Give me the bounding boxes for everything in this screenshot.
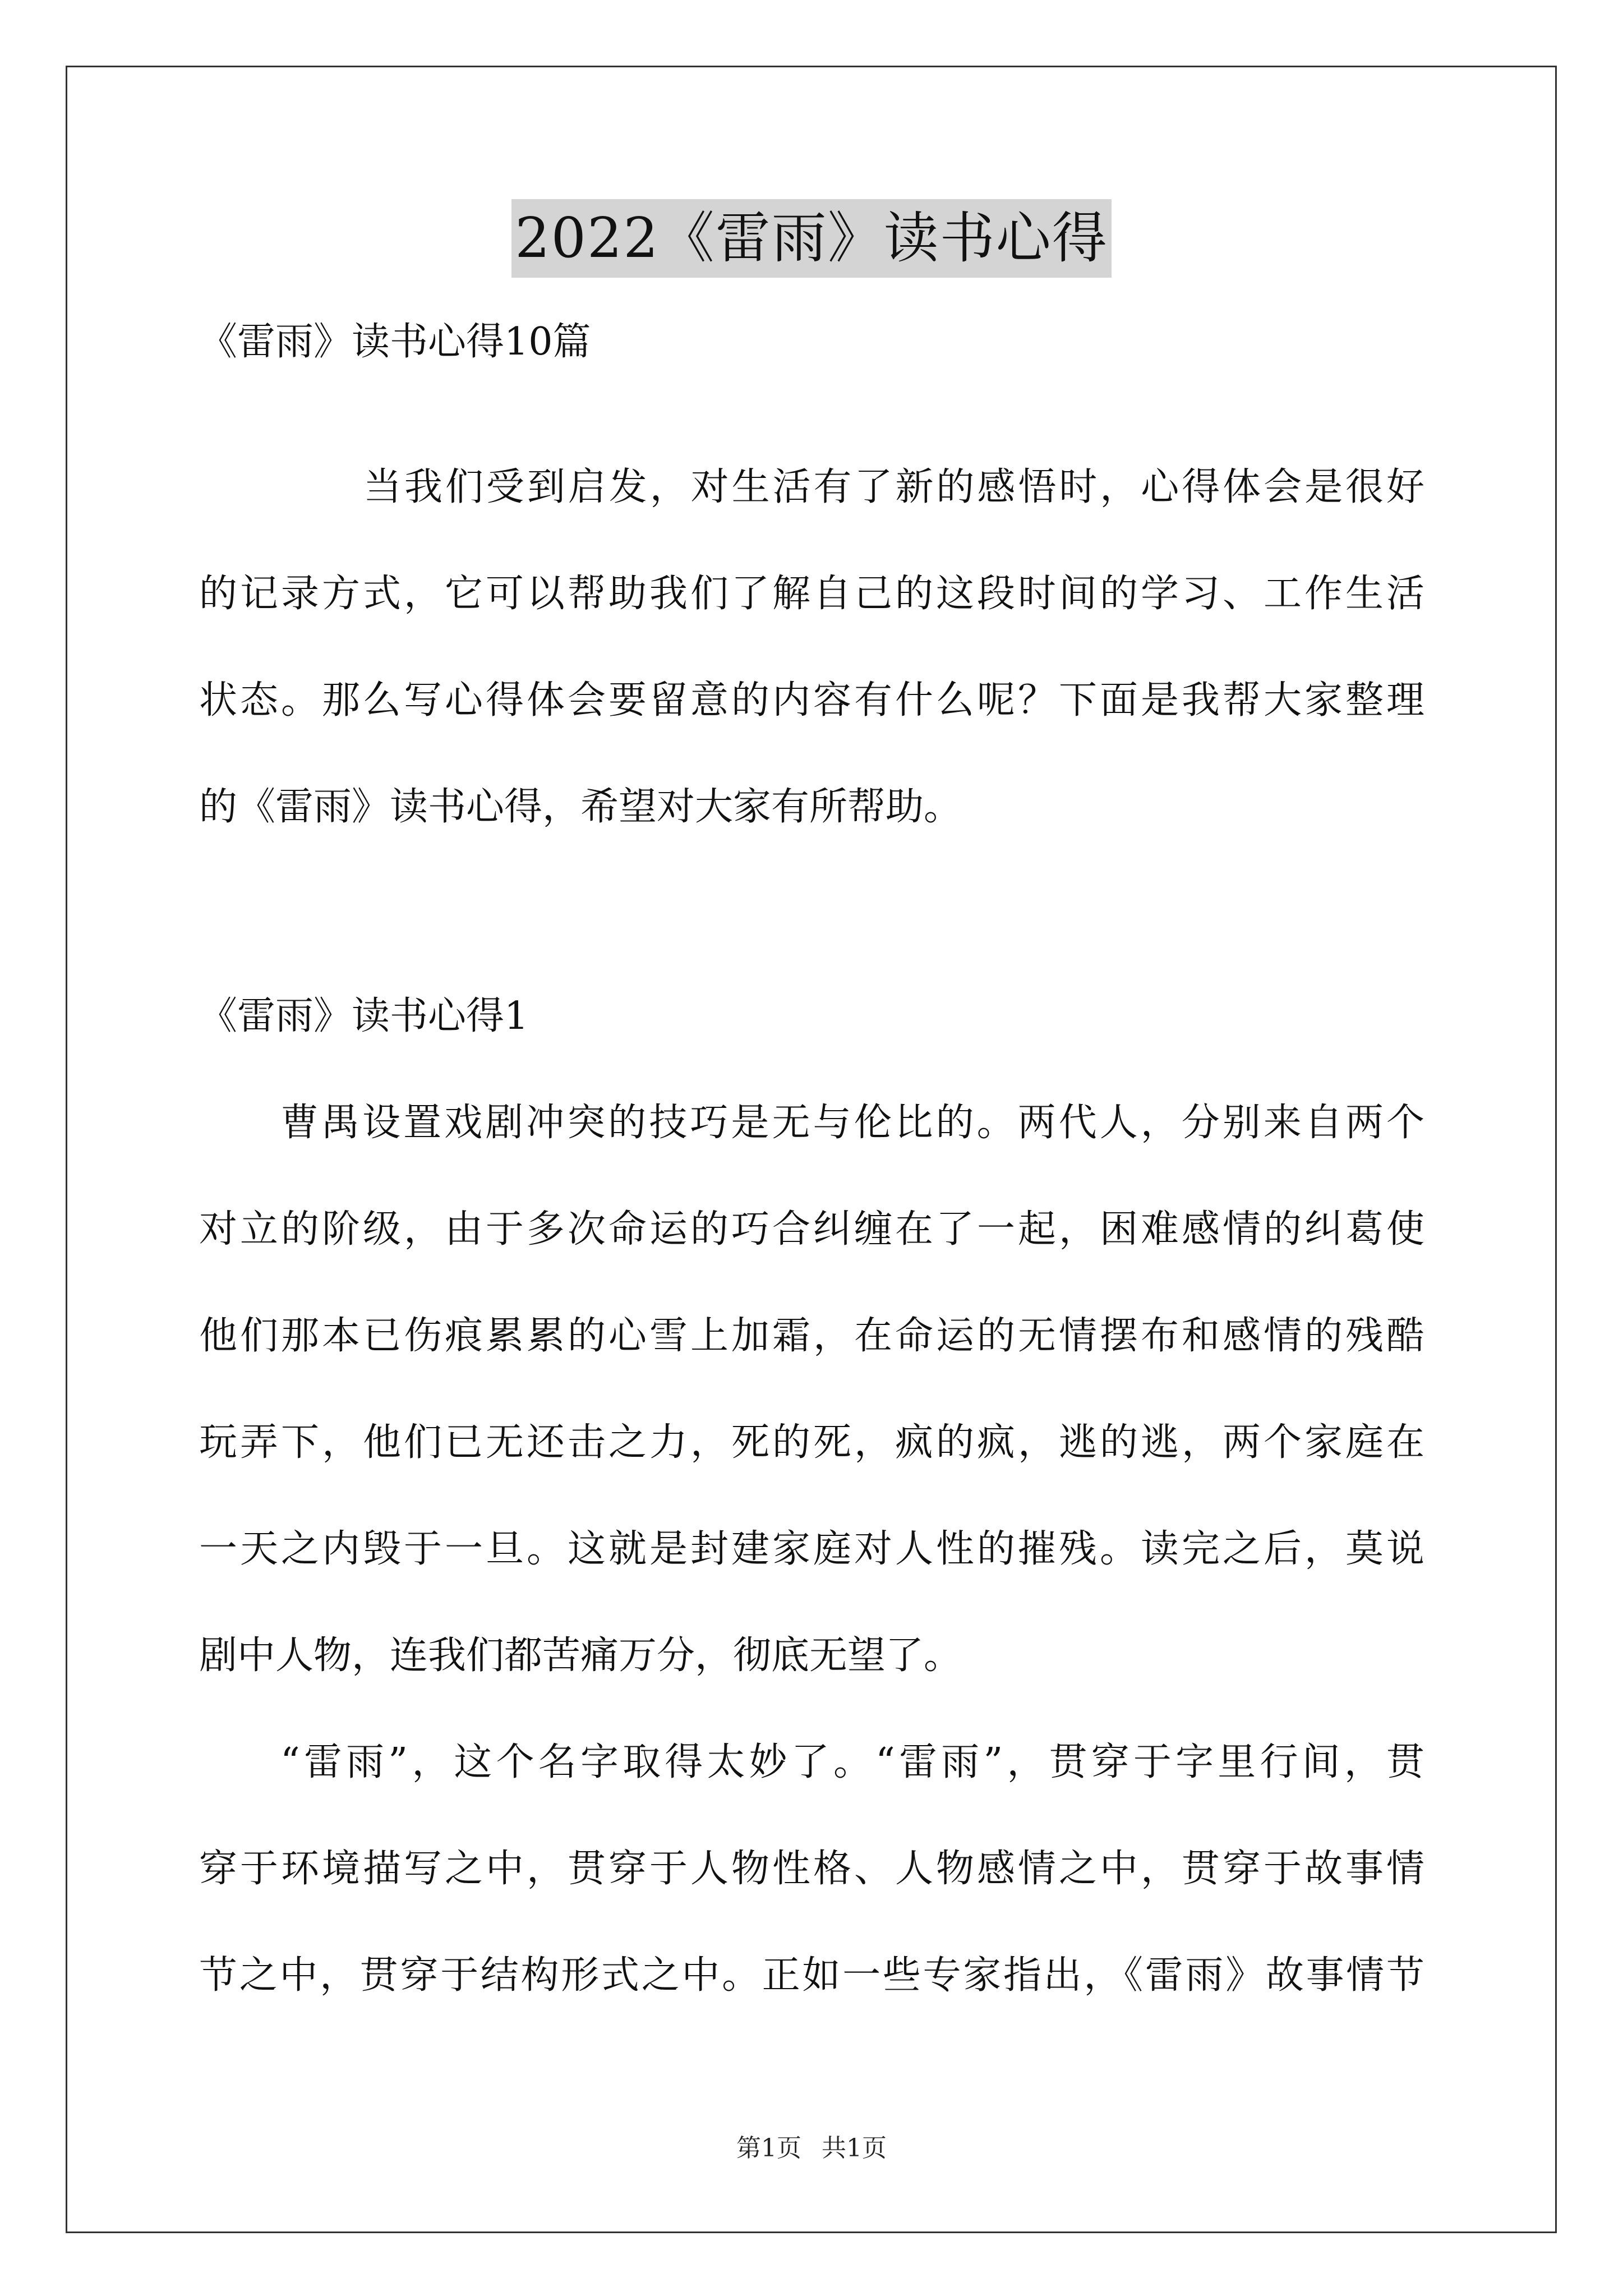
paragraph1-line-2: 对立的阶级，由于多次命运的巧合纠缠在了一起，困难感情的纠葛使: [199, 1207, 1424, 1251]
page-number: 第1页: [736, 2134, 801, 2162]
paragraph1-line-1: 曹禺设置戏剧冲突的技巧是无与伦比的。两代人，分别来自两个: [280, 1101, 1424, 1145]
page-footer: [0, 2132, 1623, 2165]
title-container: [0, 199, 1623, 278]
paragraph2-line-2: 穿于环境描写之中，贯穿于人物性格、人物感情之中，贯穿于故事情: [199, 1847, 1424, 1891]
page-total: 共1页: [822, 2134, 887, 2162]
document-title: 2022《雷雨》读书心得: [511, 199, 1111, 278]
intro-line-1: 当我们受到启发，对生活有了新的感悟时，心得体会是很好: [363, 465, 1424, 509]
paragraph1-line-3: 他们那本已伤痕累累的心雪上加霜，在命运的无情摆布和感情的残酷: [199, 1314, 1424, 1358]
paragraph2-line-1: “雷雨”，这个名字取得太妙了。“雷雨”，贯穿于字里行间，贯: [280, 1740, 1424, 1784]
document-subtitle: 《雷雨》读书心得10篇: [199, 320, 591, 364]
section-heading: 《雷雨》读书心得1: [199, 994, 529, 1038]
intro-line-4: 的《雷雨》读书心得，希望对大家有所帮助。: [199, 785, 962, 829]
intro-line-2: 的记录方式，它可以帮助我们了解自己的这段时间的学习、工作生活: [199, 572, 1424, 616]
paragraph2-line-3: 节之中，贯穿于结构形式之中。正如一些专家指出，《雷雨》故事情节: [199, 1953, 1424, 1998]
intro-line-3: 状态。那么写心得体会要留意的内容有什么呢？下面是我帮大家整理: [199, 678, 1424, 723]
paragraph1-line-6: 剧中人物，连我们都苦痛万分，彻底无望了。: [199, 1634, 962, 1678]
paragraph1-line-4: 玩弄下，他们已无还击之力，死的死，疯的疯，逃的逃，两个家庭在: [199, 1420, 1424, 1465]
paragraph1-line-5: 一天之内毁于一旦。这就是封建家庭对人性的摧残。读完之后，莫说: [199, 1527, 1424, 1571]
